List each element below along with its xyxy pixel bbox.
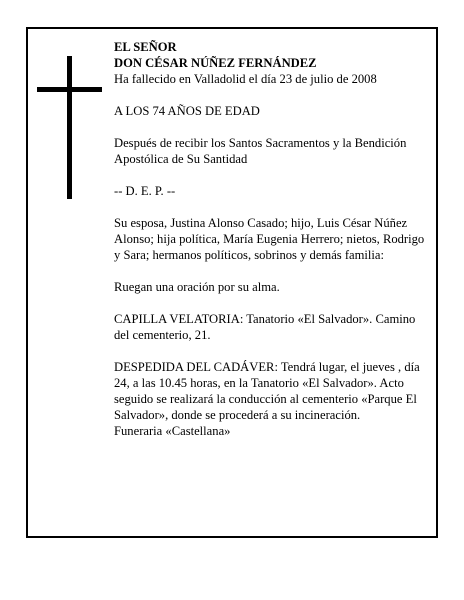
- cross-icon: [67, 56, 72, 199]
- age-statement: A LOS 74 AÑOS DE EDAD: [114, 104, 260, 118]
- chapel-label: CAPILLA VELATORIA:: [114, 312, 244, 326]
- obituary-notice: [26, 27, 438, 538]
- chapel-info: [114, 311, 432, 343]
- prayer-request: Ruegan una oración por su alma.: [114, 280, 280, 294]
- farewell-info: [114, 359, 432, 423]
- funeral-home: Funeraria «Castellana»: [114, 424, 231, 438]
- title-line: EL SEÑOR: [114, 40, 177, 54]
- death-statement: Ha fallecido en Valladolid el día 23 de julio de 2008: [114, 72, 377, 86]
- farewell-text: Tendrá lugar, el jueves , día 24, a las 10.45 horas, en la Tanatorio «El Salvador». Acto seguido se realizará la conducción al cementerio «Parque El Salvador», donde se procederá a su incineración.: [114, 360, 420, 422]
- cross-icon-bar: [37, 87, 102, 92]
- chapel-text: Tanatorio «El Salvador». Camino del cementerio, 21.: [114, 312, 416, 342]
- sacraments-statement: Después de recibir los Santos Sacramentos y la Bendición Apostólica de Su Santidad: [114, 136, 407, 166]
- deceased-name: DON CÉSAR NÚÑEZ FERNÁNDEZ: [114, 56, 317, 70]
- rip-line: -- D. E. P. --: [114, 184, 176, 198]
- farewell-label: DESPEDIDA DEL CADÁVER:: [114, 360, 278, 374]
- notice-text: [114, 39, 432, 439]
- family-statement: Su esposa, Justina Alonso Casado; hijo, Luis César Núñez Alonso; hija política, María Eugenia Herrero; nietos, Rodrigo y Sara; hermanos políticos, sobrinos y demás familia:: [114, 216, 425, 262]
